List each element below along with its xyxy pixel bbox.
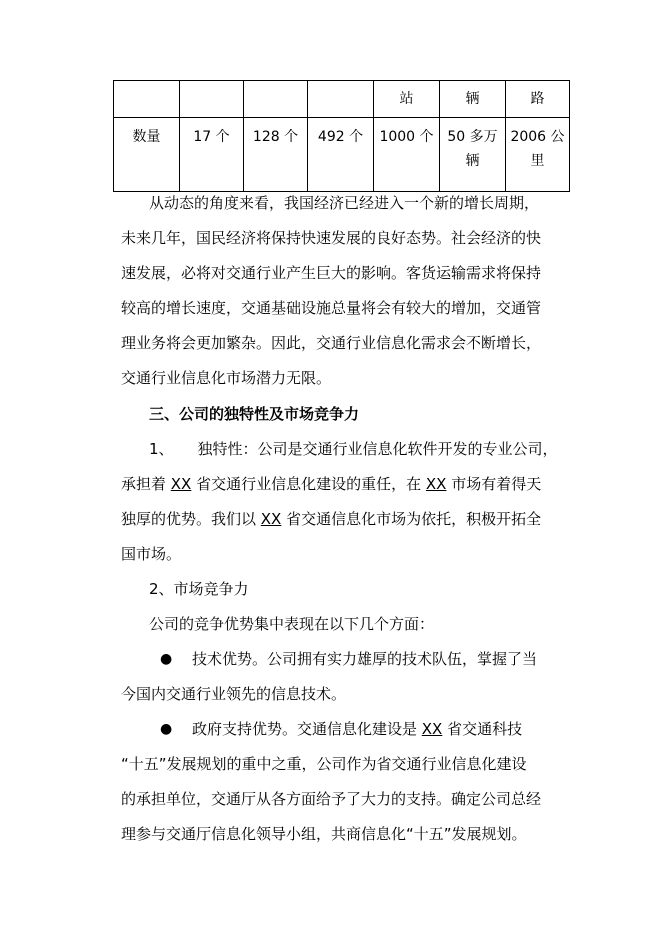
table-cell [506,118,570,192]
table-cell [308,118,374,192]
paragraph-line: 从动态的角度来看，我国经济已经进入一个新的增长周期， [149,194,540,212]
section-heading: 三、公司的独特性及市场竞争力 [149,405,360,423]
item1-line [121,467,555,502]
item2-heading: 2、市场竞争力 [149,580,249,598]
paragraph-line: 较高的增长速度，交通基础设施总量将会有较大的增加，交通管 [121,299,542,317]
table-cell [374,118,440,192]
bullet2-line [192,712,626,747]
table-cell [440,118,506,192]
table-cell: 路 [506,81,570,118]
bullet1-line: 今国内交通行业领先的信息技术。 [121,685,347,703]
item2-intro: 公司的竞争优势集中表现在以下几个方面： [149,615,435,633]
bullet2-line: 的承担单位，交通厅从各方面给予了大力的支持。确定公司总经 [121,790,542,808]
bullet-icon: ● [160,721,173,737]
text-run: 政府支持优势。交通信息化建设是 [192,720,422,738]
bullet-icon: ● [160,651,173,667]
placeholder-text: XX [425,475,447,493]
text-run: 省交通科技 [442,720,523,738]
table-cell [244,118,308,192]
text-run: 省交通行业信息化建设的重任，在 [191,475,426,493]
text-run: 市场有着得天 [446,475,542,493]
paragraph-line: 交通行业信息化市场潜力无限。 [121,369,332,387]
cell-text: 17 个 [193,129,230,145]
cell-text: 128 个 [252,129,299,145]
item1-text: 独特性：公司是交通行业信息化软件开发的专业公司， [197,440,558,458]
text-run: 省交通信息化市场为依托，积极开拓全 [281,510,542,528]
bullet2-line: “十五”发展规划的重中之重，公司作为省交通行业信息化建设 [121,755,527,773]
cell-text: 50 多万 [447,129,498,145]
table-cell [180,118,244,192]
cell-text: 辆 [465,153,480,169]
paragraph-line: 速发展，必将对交通行业产生巨大的影响。客货运输需求将保持 [121,264,542,282]
item1-line [121,502,555,537]
cell-text: 里 [530,153,545,169]
placeholder-text: XX [170,475,192,493]
cell-text: 492 个 [317,129,364,145]
table-cell: 站 [374,81,440,118]
cell-text: 2006 公 [510,129,565,145]
placeholder-text: XX [260,510,282,528]
table-cell [180,81,244,118]
table-data-row [114,118,570,192]
text-run: 承担着 [121,475,171,493]
item1-number: 1、 [149,440,174,458]
table-cell: 辆 [440,81,506,118]
statistics-table [113,80,570,192]
item1-line: 国市场。 [121,545,182,563]
text-run: 独厚的优势。我们以 [121,510,261,528]
table-header-row [114,81,570,118]
row-label-quantity: 数量 [114,118,180,192]
paragraph-line: 理业务将会更加繁杂。因此，交通行业信息化需求会不断增长， [121,334,542,352]
table-cell [308,81,374,118]
table-cell [244,81,308,118]
placeholder-text: XX [421,720,443,738]
cell-text: 1000 个 [379,129,434,145]
bullet2-line: 理参与交通厅信息化领导小组，共商信息化“十五”发展规划。 [121,825,527,843]
table-cell [114,81,180,118]
bullet1-line: 技术优势。公司拥有实力雄厚的技术队伍，掌握了当 [192,650,538,668]
item1-line [149,432,583,467]
paragraph-line: 未来几年，国民经济将保持快速发展的良好态势。社会经济的快 [121,229,542,247]
